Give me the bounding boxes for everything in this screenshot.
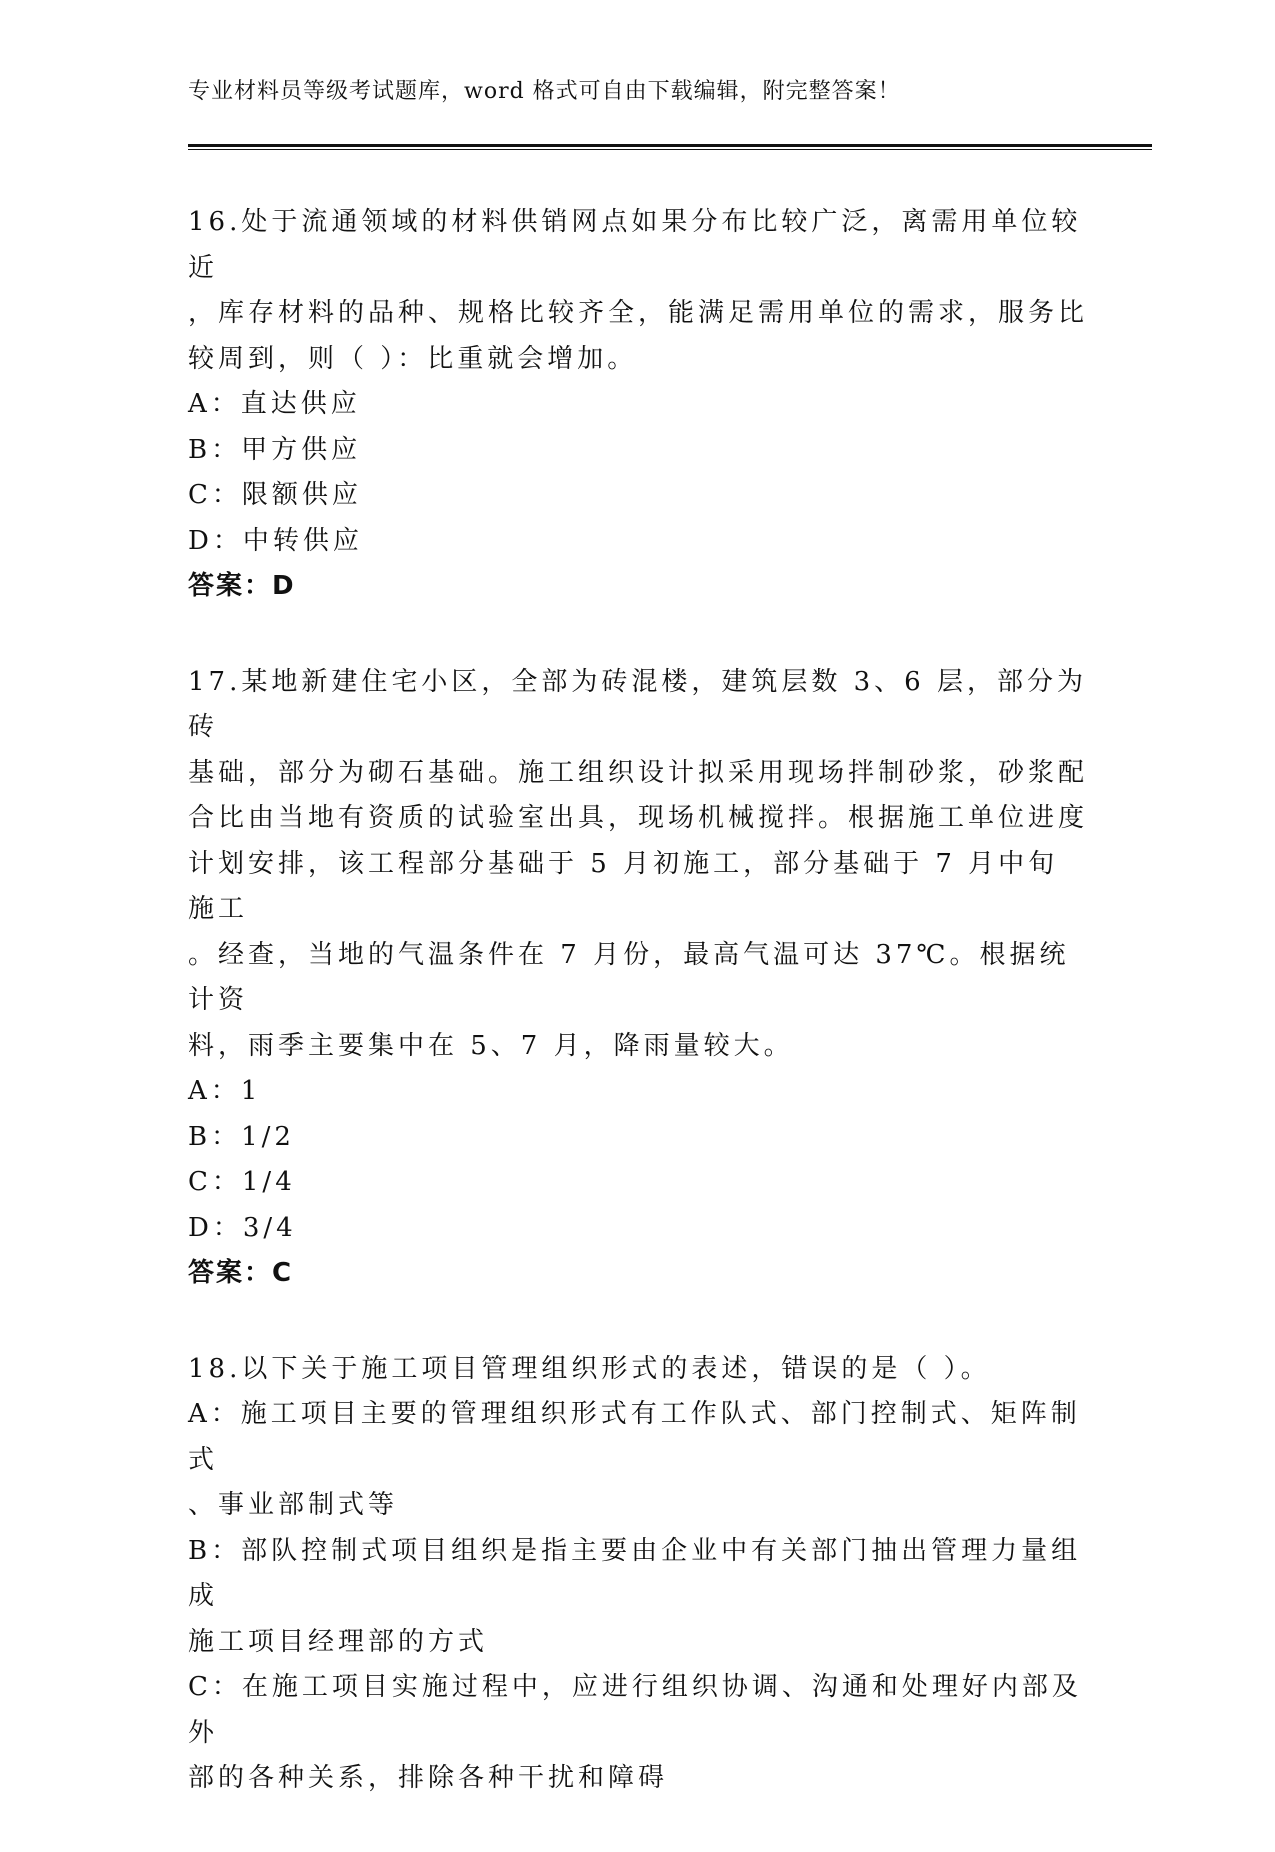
answer-label: 答案：C — [188, 1258, 294, 1288]
question-stem-line: 16.处于流通领域的材料供销网点如果分布比较广泛，离需用单位较近 — [188, 207, 1082, 283]
question-stem-line: 较周到，则（ ）：比重就会增加。 — [188, 343, 638, 374]
question-stem-line: ，库存材料的品种、规格比较齐全，能满足需用单位的需求，服务比 — [188, 298, 1089, 328]
option-a: A：1 — [188, 1076, 262, 1106]
option-d: D：中转供应 — [188, 525, 363, 556]
question-17 — [188, 660, 1088, 1297]
option-b-line: B：部队控制式项目组织是指主要由企业中有关部门抽出管理力量组成 — [188, 1535, 1082, 1611]
option-d: D：3/4 — [188, 1212, 297, 1243]
question-stem-line: 计划安排，该工程部分基础于 5 月初施工，部分基础于 7 月中旬施工 — [188, 848, 1059, 924]
question-stem-line: 。经查，当地的气温条件在 7 月份，最高气温可达 37℃。根据统计资 — [188, 939, 1070, 1015]
question-16 — [188, 200, 1088, 610]
option-c: C：1/4 — [188, 1167, 296, 1197]
option-b: B：1/2 — [188, 1121, 295, 1152]
answer-label: 答案：D — [188, 571, 296, 601]
question-stem-line: 17.某地新建住宅小区，全部为砖混楼，建筑层数 3、6 层，部分为砖 — [188, 666, 1087, 742]
page-header: 专业材料员等级考试题库，word 格式可自由下载编辑，附完整答案！ — [188, 79, 901, 104]
option-c: C：限额供应 — [188, 480, 362, 510]
option-a-line: A：施工项目主要的管理组织形式有工作队式、部门控制式、矩阵制式 — [188, 1399, 1081, 1475]
option-a-line: 、事业部制式等 — [188, 1490, 399, 1520]
option-a: A：直达供应 — [188, 389, 361, 419]
header-rule-thick — [188, 144, 1152, 147]
question-stem-line: 合比由当地有资质的试验室出具，现场机械搅拌。根据施工单位进度 — [188, 803, 1089, 833]
option-c-line: C：在施工项目实施过程中，应进行组织协调、沟通和处理好内部及外 — [188, 1672, 1082, 1748]
header-rule-thin — [188, 149, 1152, 150]
question-stem-line: 基础，部分为砌石基础。施工组织设计拟采用现场拌制砂浆，砂浆配 — [188, 757, 1089, 788]
option-b: B：甲方供应 — [188, 434, 362, 465]
option-b-line: 施工项目经理部的方式 — [188, 1626, 489, 1657]
option-c-line: 部的各种关系，排除各种干扰和障碍 — [188, 1763, 669, 1793]
question-stem-line: 料，雨季主要集中在 5、7 月，降雨量较大。 — [188, 1030, 794, 1061]
question-stem-line: 18.以下关于施工项目管理组织形式的表述，错误的是（ ）。 — [188, 1353, 991, 1384]
question-list — [188, 200, 1088, 1852]
question-18 — [188, 1347, 1088, 1802]
